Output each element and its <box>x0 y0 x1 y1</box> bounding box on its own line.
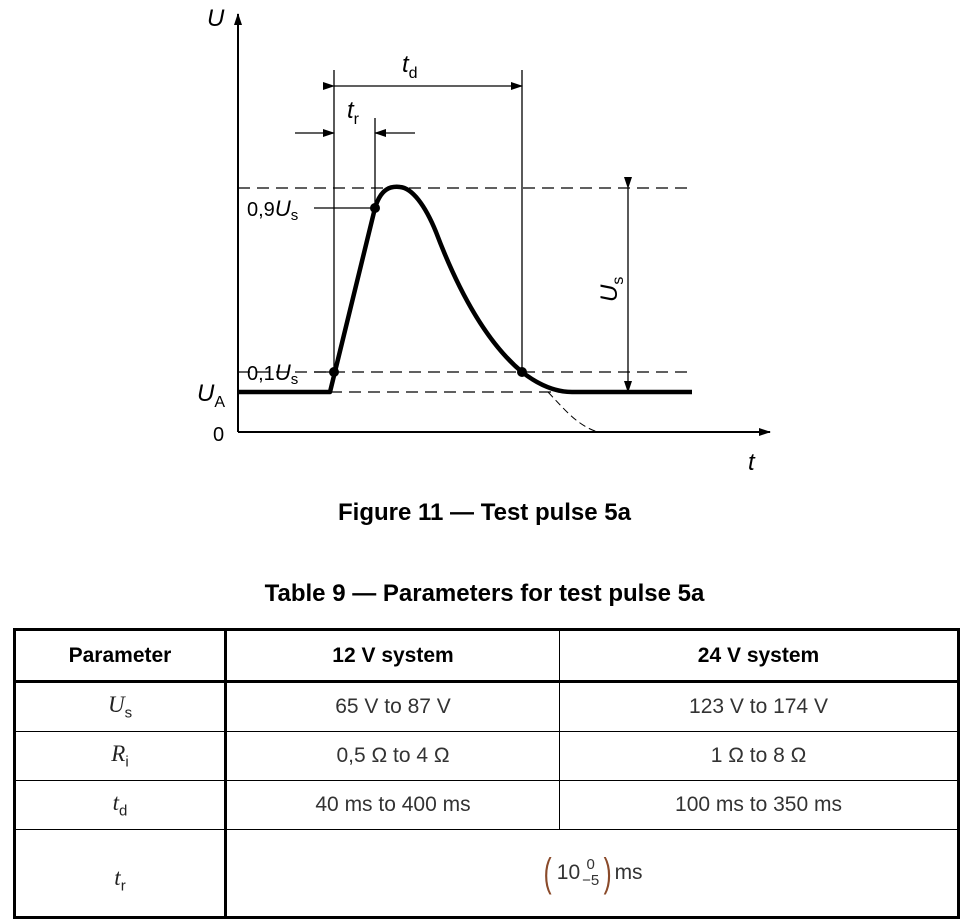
header-parameter: Parameter <box>15 630 226 682</box>
unit: ms <box>614 861 643 884</box>
table-row <box>15 830 959 918</box>
tolerance-value <box>541 853 642 893</box>
value-24v-cell: 123 V to 174 V <box>560 682 959 732</box>
tolerance-stack <box>582 857 599 889</box>
param-cell: $U_s$ <box>15 682 226 732</box>
td-label: $t_d$ <box>402 51 418 82</box>
table-row <box>15 732 959 781</box>
table-header-row <box>15 630 959 682</box>
value-12v-cell: 40 ms to 400 ms <box>226 781 560 830</box>
y-axis-label: U <box>207 5 225 32</box>
header-12v: 12 V system <box>226 630 560 682</box>
table-row <box>15 781 959 830</box>
param-cell: $t_d$ <box>15 781 226 830</box>
figure-caption: Figure 11 — Test pulse 5a <box>338 499 631 526</box>
ua-label: $U_A$ <box>197 380 226 411</box>
tr-value-cell <box>226 830 959 918</box>
level-01-rise-dot <box>329 367 339 377</box>
table-caption: Table 9 — Parameters for test pulse 5a <box>264 580 705 607</box>
value-24v-cell: 1 Ω to 8 Ω <box>560 732 959 781</box>
param-cell: $R_i$ <box>15 732 226 781</box>
param-cell: $t_r$ <box>15 830 226 918</box>
level-09-dot <box>370 203 380 213</box>
value-12v-cell: 0,5 Ω to 4 Ω <box>226 732 560 781</box>
level-01-label: $0,1U_s$ <box>247 360 299 388</box>
level-01-fall-dot <box>517 367 527 377</box>
parameters-table <box>13 628 960 919</box>
table-row <box>15 682 959 732</box>
value-12v-cell: 65 V to 87 V <box>226 682 560 732</box>
decay-continuation <box>548 392 598 432</box>
x-axis-label: t <box>748 449 755 476</box>
zero-label: 0 <box>213 424 225 446</box>
open-paren: ( <box>544 851 553 895</box>
us-label: $U_s$ <box>596 276 627 302</box>
tr-label: $t_r$ <box>347 97 359 128</box>
value-24v-cell: 100 ms to 350 ms <box>560 781 959 830</box>
pulse-waveform <box>238 187 692 392</box>
nominal-value: 10 <box>556 861 581 884</box>
level-09-label: $0,9U_s$ <box>247 196 299 224</box>
tolerance-upper: 0 <box>586 856 595 873</box>
tolerance-lower: −5 <box>582 872 600 889</box>
header-24v: 24 V system <box>560 630 959 682</box>
close-paren: ) <box>603 851 612 895</box>
